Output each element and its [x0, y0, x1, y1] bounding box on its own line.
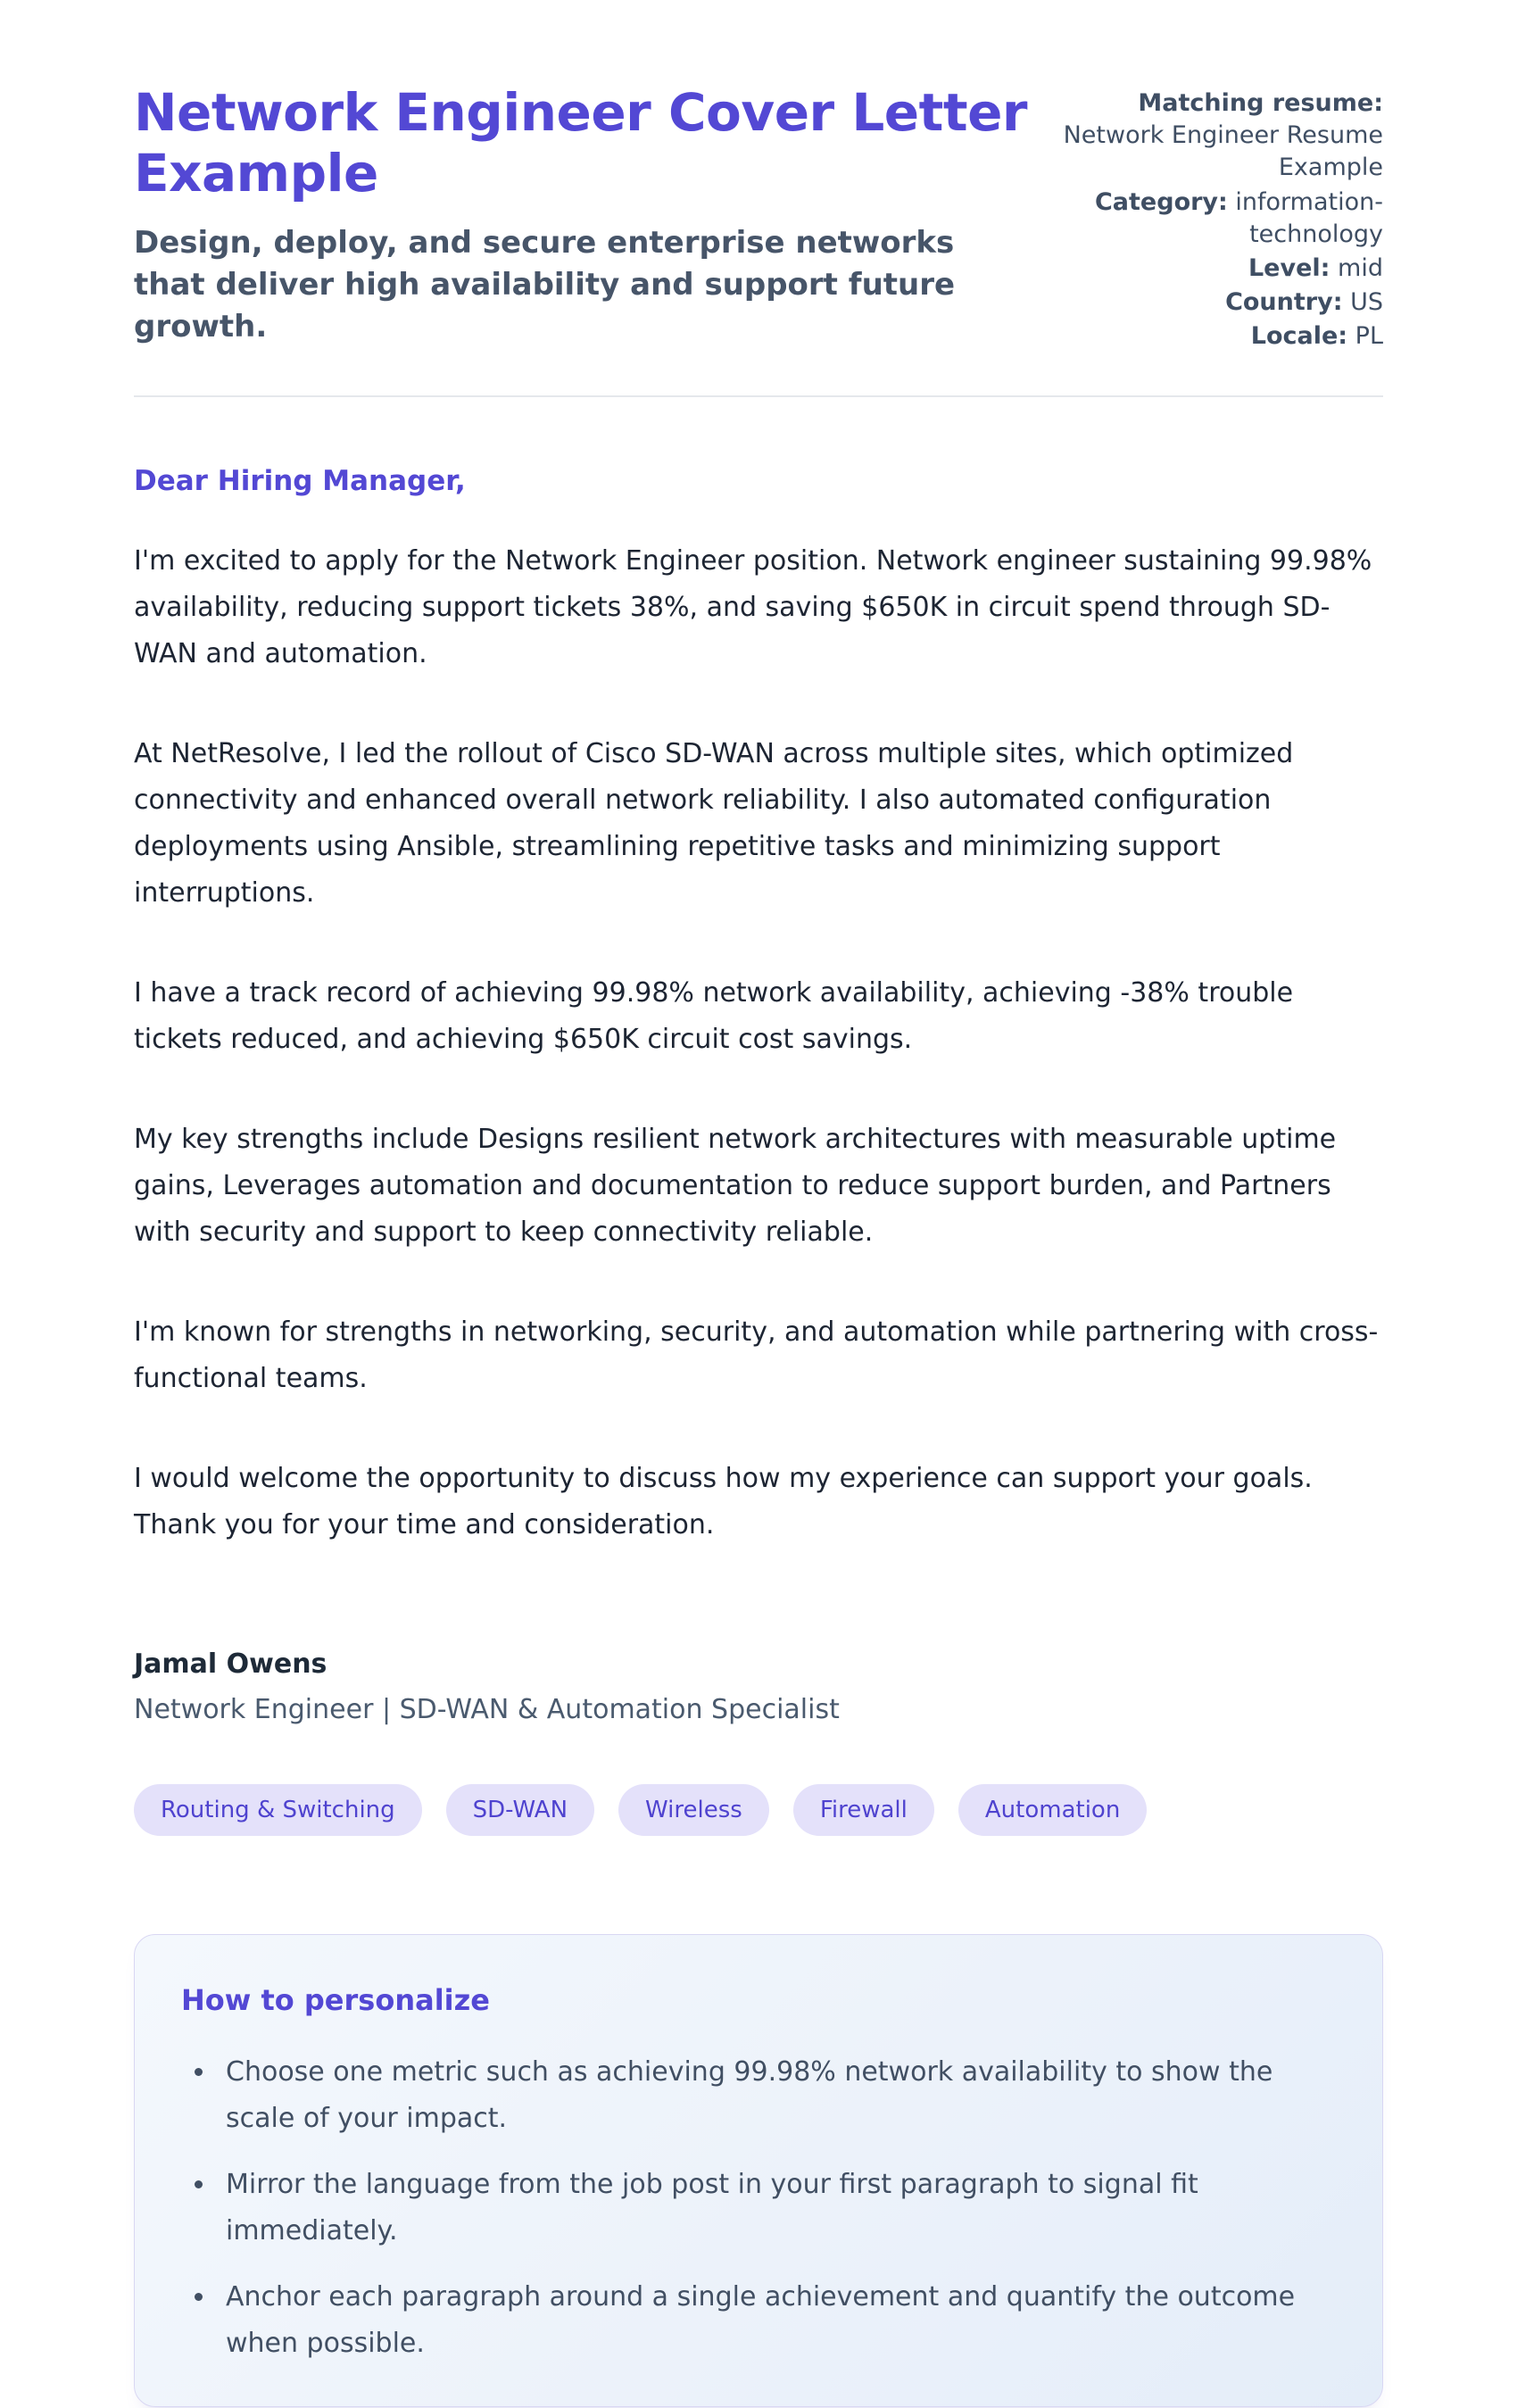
- page-title: Network Engineer Cover Letter Example: [134, 82, 1028, 204]
- page-header: [134, 82, 1383, 397]
- letter-paragraph: I'm known for strengths in networking, security, and automation while partnering with cross-functional teams.: [134, 1316, 1379, 1395]
- meta-label-locale: Locale:: [1250, 322, 1348, 351]
- letter-paragraph: I have a track record of achieving 99.98% network availability, achieving -38% trouble tickets reduced, and achieving $650K circuit cost savings.: [134, 977, 1294, 1056]
- tag-automation[interactable]: Automation: [958, 1784, 1147, 1836]
- letter-body: [134, 465, 1383, 1725]
- meta-value-category: information-technology: [1235, 187, 1383, 248]
- signature-block: [134, 1648, 1383, 1725]
- tips-list: [181, 2049, 1330, 2367]
- letter-paragraph: My key strengths include Designs resilient network architectures with measurable uptime gains, Leverages automation and documentation to reduce support burden, and Partners with security and support to keep connectivity reliable.: [134, 1124, 1337, 1249]
- resume-meta-block: [1040, 82, 1383, 354]
- meta-value-level: mid: [1338, 253, 1383, 282]
- tip-item: • Mirror the language from the job post in your first paragraph to signal fit immediately.: [217, 2162, 1330, 2254]
- meta-label-matching-resume: Matching resume:: [1138, 89, 1383, 117]
- page-subtitle: Design, deploy, and secure enterprise networks that deliver high availability and support future growth.: [134, 224, 956, 345]
- meta-label-category: Category:: [1094, 187, 1228, 216]
- meta-value-country: US: [1350, 288, 1383, 317]
- signature-name: Jamal Owens: [134, 1648, 327, 1681]
- tag-routing-switching[interactable]: Routing & Switching: [134, 1784, 422, 1836]
- meta-locale: [1040, 320, 1383, 353]
- meta-category: [1040, 187, 1383, 251]
- tag-sd-wan[interactable]: SD-WAN: [446, 1784, 594, 1836]
- signature-role: Network Engineer | SD-WAN & Automation Specialist: [134, 1694, 840, 1726]
- tag-wireless[interactable]: Wireless: [618, 1784, 769, 1836]
- skill-tags-row: [134, 1784, 1383, 1836]
- letter-paragraph: I'm excited to apply for the Network Engineer position. Network engineer sustaining 99.98% availability, reducing support tickets 38%, and saving $650K in circuit spend through SD-WAN and automation.: [134, 545, 1372, 670]
- meta-value-matching-resume: Network Engineer Resume Example: [1063, 121, 1383, 182]
- personalize-tips-card: [134, 1934, 1383, 2407]
- letter-paragraph: At NetResolve, I led the rollout of Cisco SD-WAN across multiple sites, which optimized connectivity and enhanced overall network reliability. I also automated configuration deployments using Ansible, streamlining repetitive tasks and minimizing support interruptions.: [134, 738, 1294, 909]
- meta-matching-resume: [1040, 87, 1383, 185]
- letter-paragraph: I would welcome the opportunity to discuss how my experience can support your goals. Thank you for your time and consideration.: [134, 1463, 1313, 1541]
- meta-label-level: Level:: [1248, 253, 1330, 282]
- meta-country: [1040, 286, 1383, 319]
- tip-item: • Anchor each paragraph around a single achievement and quantify the outcome when possible.: [217, 2274, 1330, 2367]
- meta-level: [1040, 253, 1383, 285]
- tag-firewall[interactable]: Firewall: [793, 1784, 934, 1836]
- salutation: Dear Hiring Manager,: [134, 465, 466, 498]
- tip-item: • Choose one metric such as achieving 99.98% network availability to show the scale of your impact.: [217, 2049, 1330, 2142]
- header-title-block: [134, 82, 1035, 348]
- meta-value-locale: PL: [1355, 322, 1383, 351]
- tips-heading: How to personalize: [181, 1983, 490, 2018]
- meta-label-country: Country:: [1225, 288, 1343, 317]
